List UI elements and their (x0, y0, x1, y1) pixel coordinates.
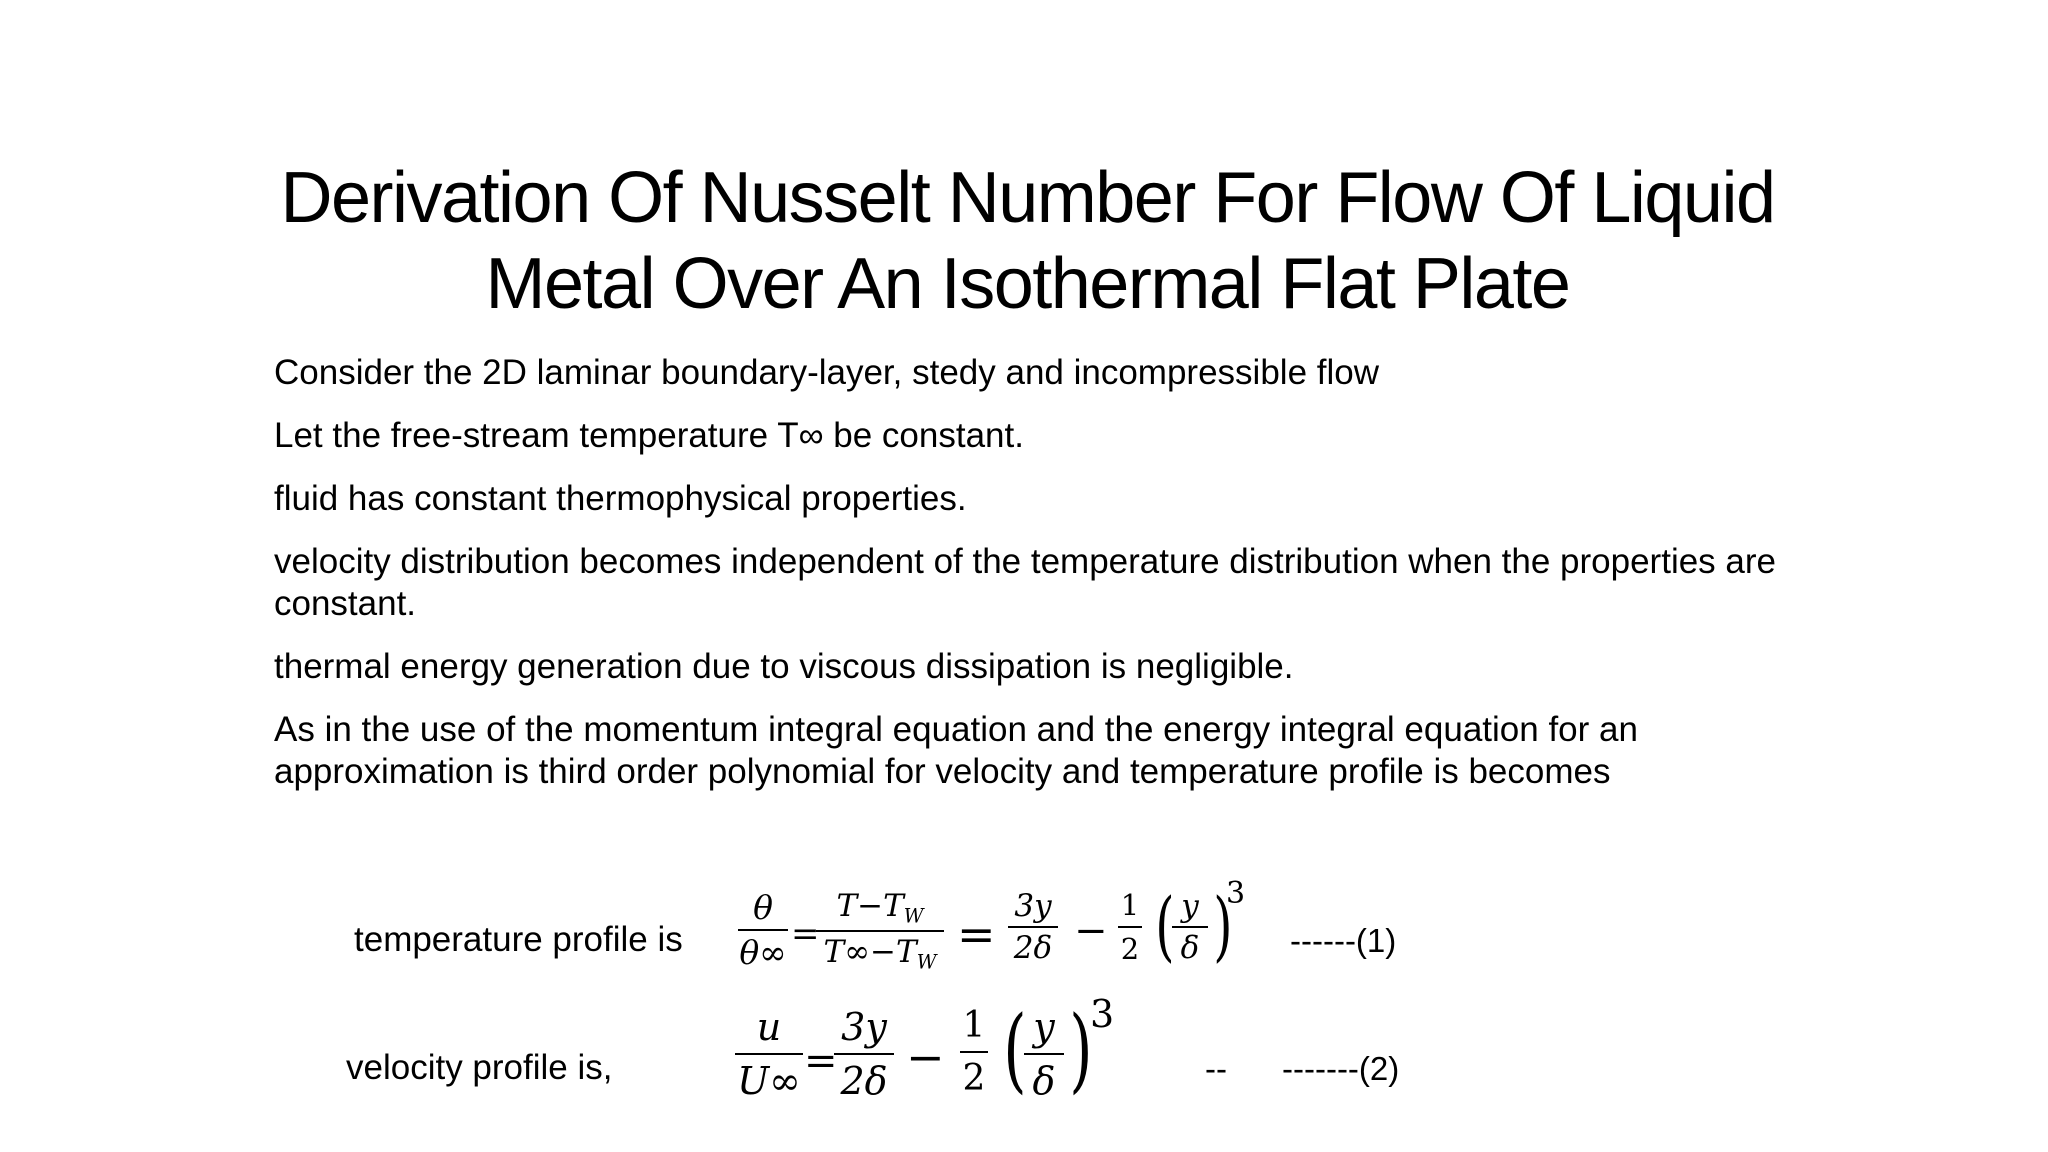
w-subscript: W (903, 904, 924, 928)
title-line-1: Derivation Of Nusselt Number For Flow Of Liquid (280, 158, 1775, 238)
w-subscript: W (916, 950, 937, 974)
bullet-item: Consider the 2D laminar boundary-layer, stedy and incompressible flow (274, 353, 1379, 392)
power-three: 3 (1090, 992, 1115, 1036)
temperature-label: temperature profile is (354, 920, 683, 959)
slide-title (220, 155, 1835, 327)
y-over-delta: y δ (1172, 888, 1208, 966)
y-over-delta: y δ (1024, 1005, 1064, 1103)
bullet-item: As in the use of the momentum integral equation and the energy integral equation for an approximation is third order polynomial for velocity and temperature profile is becomes (274, 710, 1638, 791)
title-line-2: Metal Over An Isothermal Flat Plate (485, 244, 1570, 324)
three-y-over-two-delta: 3y 2δ (1008, 888, 1058, 966)
power-three: 3 (1226, 876, 1246, 911)
bullet-item: Let the free-stream temperature T∞ be constant. (274, 416, 1024, 455)
theta-ratio-fraction (738, 888, 788, 972)
bullet-item: velocity distribution becomes independent of the temperature distribution when the properties are constant. (274, 542, 1776, 623)
bullet-item: thermal energy generation due to viscous dissipation is negligible. (274, 647, 1294, 686)
one-half: 1 2 (1118, 888, 1142, 966)
three-y-over-two-delta: 3y 2δ (834, 1005, 894, 1103)
bullet-list (274, 352, 1814, 814)
t-inf-minus-tw: T∞−T (823, 933, 917, 970)
one-half: 1 2 (960, 1005, 988, 1099)
dash-separator: -- (1205, 1050, 1227, 1087)
equation-number-2: -------(2) (1282, 1050, 1400, 1087)
temperature-difference-fraction (816, 888, 944, 973)
theta-inf-denominator: θ∞ (739, 933, 787, 972)
t-minus-tw: T−T (836, 888, 904, 924)
equation-number-1: ------(1) (1290, 922, 1397, 959)
u-over-u-inf: u U∞ (735, 1005, 803, 1103)
velocity-label: velocity profile is, (346, 1048, 613, 1087)
theta-numerator: θ (753, 888, 773, 927)
bullet-item: fluid has constant thermophysical properties. (274, 479, 967, 518)
